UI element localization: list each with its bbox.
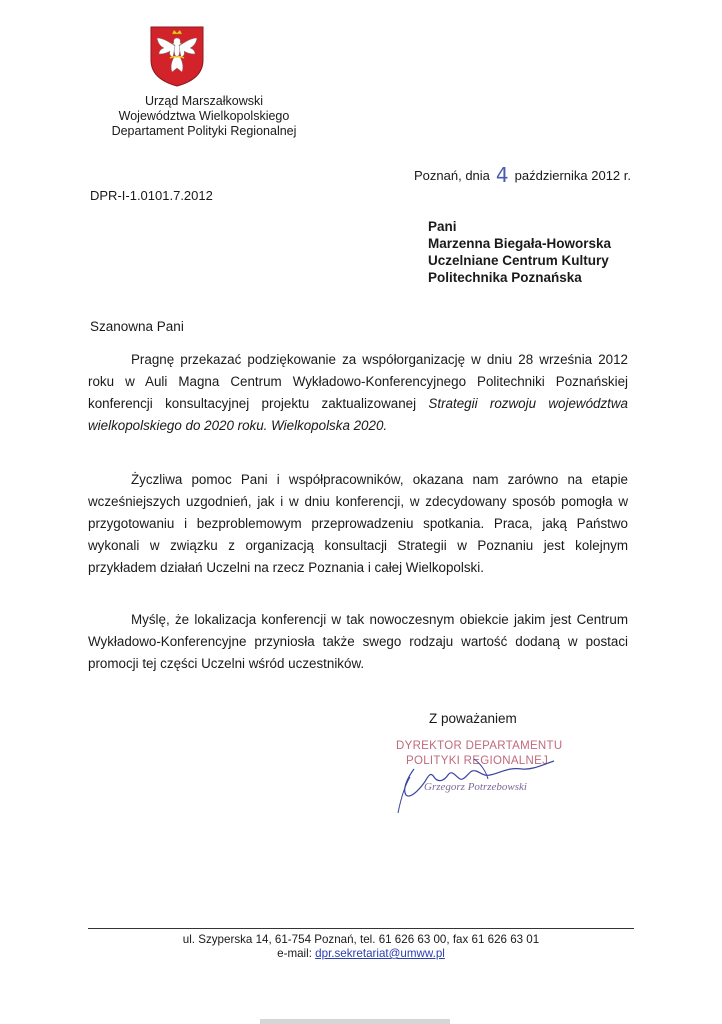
date-suffix: października 2012 r. (514, 168, 631, 183)
letter-date (414, 161, 631, 185)
date-day-handwritten: 4 (495, 163, 509, 187)
coat-of-arms-icon (148, 24, 206, 88)
email-link[interactable]: dpr.sekretariat@umww.pl (315, 947, 445, 960)
paragraph-text: Pragnę przekazać podziękowanie za współorganizację w dniu 28 września 2012 roku w Auli Magna Centrum Wykładowo-Konferencyjnego Politechniki Poznańskiej konferencji konsultacyjnej projektu zaktualizowanej (88, 352, 628, 411)
stamp-title-line: POLITYKI REGIONALNEJ (406, 755, 549, 767)
paragraph-text: Życzliwa pomoc Pani i współpracowników, okazana nam zarówno na etapie wcześniejszych uzgodnień, jak i w dniu konferencji, w zdecydowany sposób pomogła w przygotowaniu i bezproblemowym przeprowadzeniu spotkania. Praca, jaką Państwo wykonali w związku z organizacją konsultacji Strategii w Poznaniu jest kolejnym przykładem działań Uczelni na rzecz Poznania i całej Wielkopolski. (88, 472, 628, 575)
closing: Z poważaniem (429, 711, 517, 726)
recipient-line: Marzenna Biegała-Howorska (428, 236, 612, 251)
date-prefix: Poznań, dnia (414, 168, 490, 183)
stamp-name: Grzegorz Potrzebowski (424, 781, 527, 793)
recipient-line: Politechnika Poznańska (428, 270, 582, 285)
footer-address: ul. Szyperska 14, 61-754 Poznań, tel. 61 626 63 00, fax 61 626 63 01 (182, 933, 540, 946)
reference-number: DPR-I-1.0101.7.2012 (90, 188, 213, 203)
footer-email-line (88, 947, 634, 961)
body-paragraph-1 (88, 349, 628, 437)
signature-stamp (382, 737, 572, 817)
recipient-line: Uczelniane Centrum Kultury (428, 253, 609, 268)
sender-block (84, 94, 324, 139)
sender-line: Województwa Wielkopolskiego (118, 109, 290, 123)
strategy-title: Strategii rozwoju województwa wielkopolskiego do 2020 roku. Wielkopolska 2020. (88, 396, 629, 433)
paragraph-text: Myślę, że lokalizacja konferencji w tak nowoczesnym obiekcie jakim jest Centrum Wykładowo-Konferencyjne przyniosła także swego rodzaju wartość dodaną w postaci promocji tej części Uczelni wśród uczestników. (88, 612, 628, 671)
email-label: e-mail: (277, 947, 312, 960)
handwritten-signature (382, 737, 572, 817)
body-paragraph-2 (88, 469, 628, 579)
body-paragraph-3 (88, 609, 628, 675)
scan-edge-mark (260, 1019, 450, 1024)
sender-line: Urząd Marszałkowski (144, 94, 264, 108)
recipient-block (428, 218, 611, 286)
footer-divider (88, 928, 634, 929)
sender-line: Departament Polityki Regionalnej (111, 124, 297, 138)
recipient-line: Pani (428, 219, 457, 234)
salutation: Szanowna Pani (90, 319, 184, 334)
footer (88, 933, 634, 961)
stamp-title-line: DYREKTOR DEPARTAMENTU (396, 740, 563, 752)
